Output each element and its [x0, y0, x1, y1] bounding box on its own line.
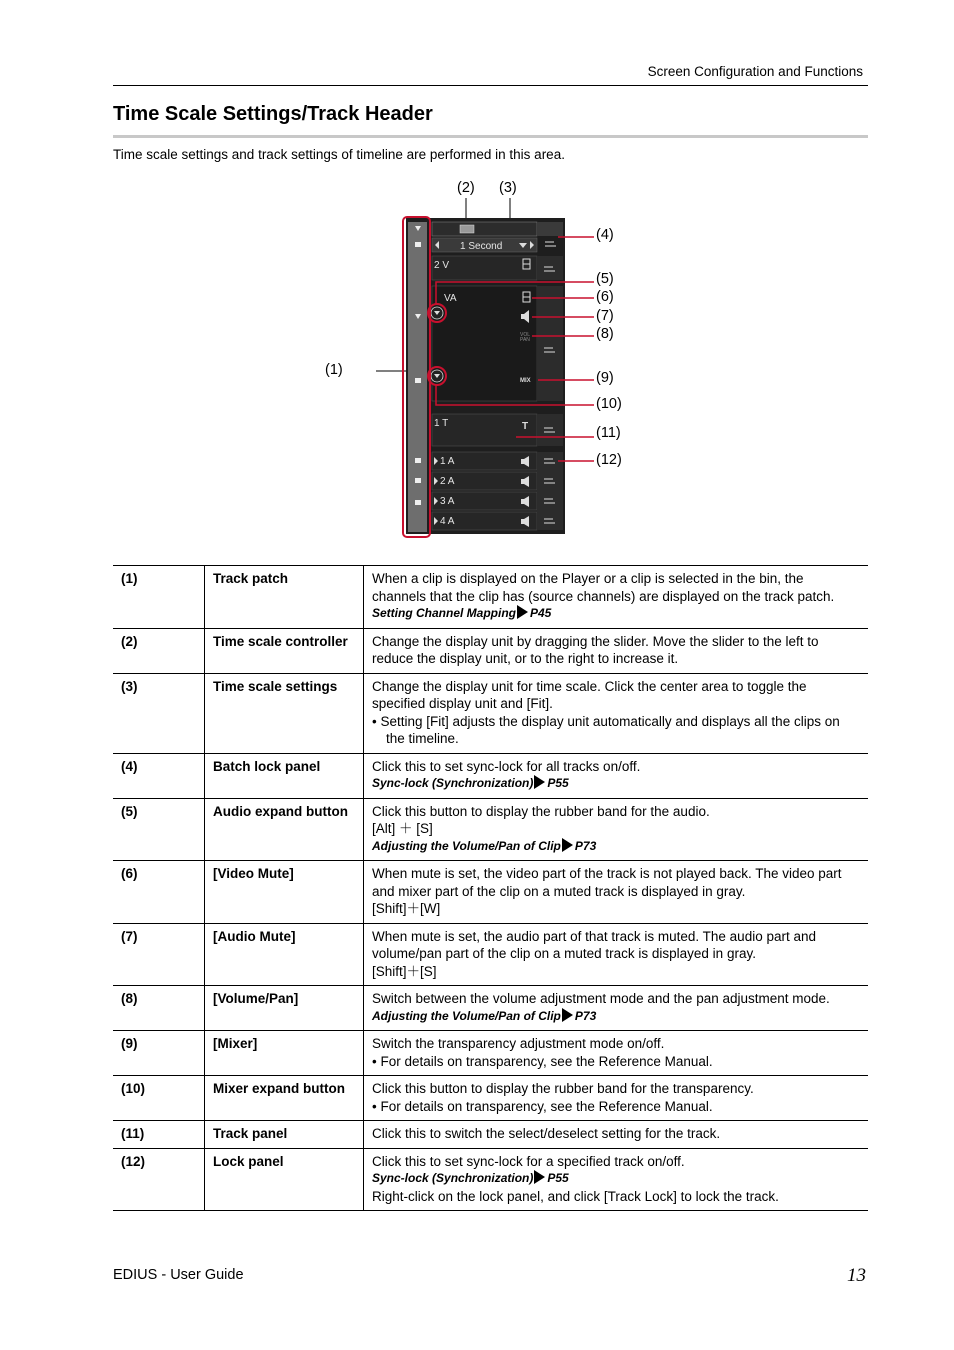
svg-text:PAN: PAN — [520, 337, 530, 343]
description-text: Switch the transparency adjustment mode on/off. — [372, 1036, 665, 1051]
callout-4: (4) — [596, 227, 614, 243]
item-description — [364, 861, 869, 924]
item-number: (11) — [113, 1121, 205, 1149]
cross-reference-link[interactable]: Adjusting the Volume/Pan of Clip P73 — [372, 838, 597, 853]
arrow-right-icon — [534, 775, 545, 789]
item-description — [364, 798, 869, 861]
table-row — [113, 798, 868, 861]
callout-1: (1) — [325, 362, 343, 378]
item-description — [364, 986, 869, 1031]
running-header: Screen Configuration and Functions — [647, 64, 863, 79]
time-scale-label: 1 Second — [460, 241, 503, 252]
cross-reference-link[interactable]: Setting Channel Mapping P45 — [372, 606, 552, 620]
item-name: Mixer expand button — [205, 1076, 364, 1121]
item-number: (10) — [113, 1076, 205, 1121]
cross-reference-link[interactable]: Sync-lock (Synchronization) P55 — [372, 1171, 569, 1185]
text-track-icon: T — [522, 421, 529, 432]
description-text: Click this button to display the rubber band for the transparency. — [372, 1081, 754, 1096]
table-row — [113, 1031, 868, 1076]
bullet-note: • Setting [Fit] adjusts the display unit automatically and displays all the clips on the timeline. — [372, 713, 840, 746]
table-row — [113, 566, 868, 629]
item-number: (3) — [113, 673, 205, 753]
item-description — [364, 1148, 869, 1211]
description-text: [Shift]＋[S] — [372, 963, 437, 979]
item-number: (1) — [113, 566, 205, 629]
item-description — [364, 1031, 869, 1076]
svg-text:VA: VA — [444, 293, 457, 304]
svg-text:2 V: 2 V — [434, 260, 450, 271]
description-text: When a clip is displayed on the Player or a clip is selected in the bin, the channels that the clip has (source channels) are displayed on the track patch. — [372, 571, 835, 604]
item-number: (6) — [113, 861, 205, 924]
table-row — [113, 628, 868, 673]
arrow-right-icon — [562, 838, 573, 852]
title-underline — [113, 135, 868, 138]
item-description — [364, 753, 869, 798]
item-number: (4) — [113, 753, 205, 798]
time-scale-slider — [460, 225, 474, 233]
callout-7: (7) — [596, 308, 614, 324]
table-row — [113, 753, 868, 798]
svg-text:VOL: VOL — [520, 332, 531, 338]
cross-reference-link[interactable]: Sync-lock (Synchronization) P55 — [372, 776, 569, 790]
description-text: Click this to set sync-lock for a specified track on/off. — [372, 1153, 685, 1169]
header-rule — [113, 85, 868, 86]
table-row — [113, 1148, 868, 1211]
item-number: (5) — [113, 798, 205, 861]
cross-reference-link[interactable]: Adjusting the Volume/Pan of Clip P73 — [372, 1008, 597, 1023]
description-text: Click this to set sync-lock for all tracks on/off. — [372, 758, 641, 774]
svg-text:2 A: 2 A — [440, 476, 455, 487]
item-number: (8) — [113, 986, 205, 1031]
arrow-right-icon — [534, 1170, 545, 1184]
track-header-figure — [325, 170, 660, 550]
callout-11: (11) — [596, 425, 621, 441]
table-row — [113, 673, 868, 753]
item-number: (9) — [113, 1031, 205, 1076]
description-text: When mute is set, the audio part of that track is muted. The audio part and volume/pan part of the clip on a muted track is displayed in gray. — [372, 928, 816, 961]
table-row — [113, 1121, 868, 1149]
item-name: Batch lock panel — [205, 753, 364, 798]
item-description — [364, 628, 869, 673]
callout-10: (10) — [596, 396, 622, 412]
svg-text:MIX: MIX — [520, 378, 531, 384]
item-number: (12) — [113, 1148, 205, 1211]
item-name: [Volume/Pan] — [205, 986, 364, 1031]
item-name: [Mixer] — [205, 1031, 364, 1076]
item-name: Time scale settings — [205, 673, 364, 753]
page-number: 13 — [847, 1265, 866, 1286]
intro-text: Time scale settings and track settings of timeline are performed in this area. — [113, 147, 565, 162]
arrow-right-icon — [562, 1008, 573, 1022]
description-text: Switch between the volume adjustment mode and the pan adjustment mode. — [372, 991, 830, 1006]
item-name: [Audio Mute] — [205, 923, 364, 986]
svg-text:3 A: 3 A — [440, 496, 455, 507]
table-row — [113, 923, 868, 986]
item-description — [364, 923, 869, 986]
item-description — [364, 1076, 869, 1121]
arrow-right-icon — [517, 605, 528, 619]
svg-text:1 A: 1 A — [440, 456, 455, 467]
table-row — [113, 986, 868, 1031]
callout-9: (9) — [596, 370, 614, 386]
footer-doc-title: EDIUS - User Guide — [113, 1267, 244, 1283]
description-text: Click this button to display the rubber band for the audio. — [372, 803, 710, 819]
callout-3: (3) — [499, 180, 517, 196]
track-patch-column — [408, 222, 427, 532]
callout-2: (2) — [457, 180, 475, 196]
table-row — [113, 1076, 868, 1121]
item-number: (2) — [113, 628, 205, 673]
callout-5: (5) — [596, 271, 614, 287]
svg-text:4 A: 4 A — [440, 516, 455, 527]
description-text: Click this to switch the select/deselect setting for the track. — [372, 1126, 721, 1141]
description-text: [Shift]＋[W] — [372, 901, 441, 916]
item-name: [Video Mute] — [205, 861, 364, 924]
description-text: Change the display unit for time scale. Click the center area to toggle the specified display unit and [Fit]. — [372, 678, 807, 711]
item-name: Track panel — [205, 1121, 364, 1149]
bullet-note: • For details on transparency, see the Reference Manual. — [372, 1053, 713, 1069]
item-name: Lock panel — [205, 1148, 364, 1211]
page-title: Time Scale Settings/Track Header — [113, 103, 433, 125]
callout-6: (6) — [596, 289, 614, 305]
item-name: Time scale controller — [205, 628, 364, 673]
item-number: (7) — [113, 923, 205, 986]
item-name: Audio expand button — [205, 798, 364, 861]
item-description — [364, 566, 869, 629]
item-name: Track patch — [205, 566, 364, 629]
svg-text:1 T: 1 T — [434, 418, 449, 429]
callout-8: (8) — [596, 326, 614, 342]
description-text: When mute is set, the video part of the track is not played back. The video part and mixer part of the clip on a muted track is displayed in gray. — [372, 866, 842, 899]
description-text: [Alt] ＋ [S] — [372, 821, 433, 836]
description-text: Change the display unit by dragging the slider. Move the slider to the left to reduce the display unit, or to the right to increase it. — [372, 633, 819, 666]
callout-12: (12) — [596, 452, 622, 468]
table-row — [113, 861, 868, 924]
item-description — [364, 673, 869, 753]
spec-table — [113, 565, 868, 1211]
description-text: Right-click on the lock panel, and click [Track Lock] to lock the track. — [372, 1188, 779, 1204]
item-description — [364, 1121, 869, 1149]
bullet-note: • For details on transparency, see the Reference Manual. — [372, 1098, 713, 1114]
